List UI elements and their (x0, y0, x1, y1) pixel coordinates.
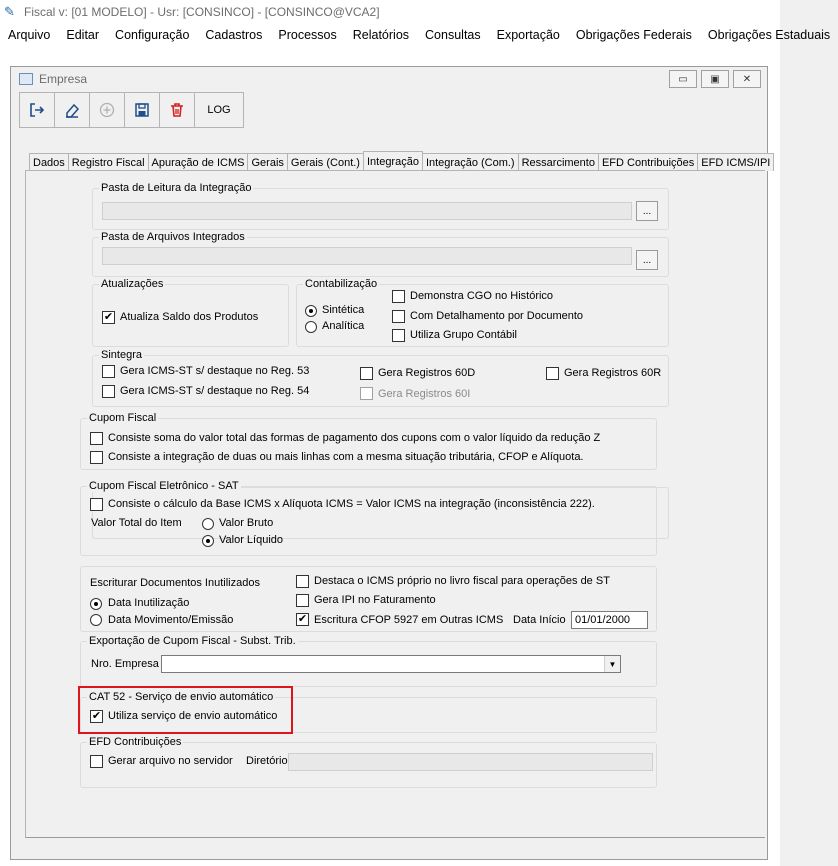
plus-circle-icon (98, 101, 116, 119)
atualiza-saldo-checkbox[interactable]: ✔ (103, 311, 114, 323)
valor-bruto-label: Valor Bruto (219, 517, 274, 529)
tab-dados[interactable]: Dados (29, 153, 69, 171)
escritura-cfop-label: Escritura CFOP 5927 em Outras ICMS (314, 614, 504, 626)
data-movimento-radio[interactable] (90, 614, 102, 626)
pasta-leitura-title: Pasta de Leitura da Integração (101, 182, 252, 194)
reg53-checkbox[interactable] (102, 365, 115, 378)
menu-cadastros[interactable]: Cadastros (205, 28, 263, 42)
clear-button[interactable] (55, 93, 90, 127)
app-title: Fiscal v: [01 MODELO] - Usr: [CONSINCO] - [CONSINCO@VCA2] (24, 5, 380, 19)
reg60d-label: Gera Registros 60D (378, 367, 476, 379)
demonstra-cgo-label: Demonstra CGO no Histórico (410, 290, 554, 302)
consiste-integracao-label: Consiste a integração de duas ou mais linhas com a mesma situação tributária, CFOP e Alíquota. (108, 451, 584, 463)
app-titlebar (0, 0, 780, 24)
tab-gerais-cont[interactable]: Gerais (Cont.) (287, 153, 364, 171)
analitica-label: Analítica (322, 320, 365, 332)
utiliza-envio-label: Utiliza serviço de envio automático (108, 710, 278, 722)
grupo-contabil-checkbox[interactable] (392, 329, 405, 342)
save-button[interactable] (125, 93, 160, 127)
data-inicio-label: Data Início (513, 614, 566, 626)
menu-obrigacoes-estaduais[interactable]: Obrigações Estaduais (707, 28, 831, 42)
window-titlebar (11, 67, 767, 91)
menu-relatorios[interactable]: Relatórios (352, 28, 410, 42)
cupom-sat-panel (80, 480, 657, 556)
chevron-down-icon[interactable]: ▼ (604, 656, 620, 672)
gera-ipi-checkbox[interactable] (296, 594, 309, 607)
pasta-leitura-browse-button[interactable]: ... (636, 201, 658, 221)
consiste-soma-checkbox[interactable] (90, 432, 103, 445)
pasta-integrados-browse-button[interactable]: ... (636, 250, 658, 270)
atualiza-saldo-label: Atualiza Saldo dos Produtos (120, 311, 259, 323)
tab-gerais[interactable]: Gerais (247, 153, 287, 171)
atualizacoes-title: Atualizações (101, 278, 164, 290)
sintegra-title: Sintegra (101, 349, 142, 361)
valor-bruto-radio[interactable] (202, 518, 214, 530)
sintegra-group (92, 349, 669, 407)
reg53-label: Gera ICMS-ST s/ destaque no Reg. 53 (120, 365, 310, 377)
exportacao-cupom-panel (80, 635, 657, 687)
pasta-leitura-group (92, 182, 669, 230)
toolbar (19, 92, 244, 128)
cupom-fiscal-panel (80, 412, 657, 470)
reg60i-label: Gera Registros 60I (378, 388, 471, 400)
inutilizados-title: Escriturar Documentos Inutilizados (90, 577, 260, 589)
cat52-panel (80, 691, 657, 733)
menu-configuracao[interactable]: Configuração (115, 28, 190, 42)
data-inutilizacao-label: Data Inutilização (108, 597, 190, 609)
tab-integracao-com[interactable]: Integração (Com.) (422, 153, 519, 171)
destaca-icms-label: Destaca o ICMS próprio no livro fiscal para operações de ST (314, 575, 610, 587)
reg54-checkbox[interactable] (102, 385, 115, 398)
gerar-arquivo-checkbox[interactable] (90, 755, 103, 768)
consiste-integracao-checkbox[interactable] (90, 451, 103, 464)
valor-total-label: Valor Total do Item (91, 517, 182, 529)
grupo-contabil-label: Utiliza Grupo Contábil (410, 329, 517, 341)
data-inicio-input[interactable]: 01/01/2000 (571, 611, 648, 629)
gerar-arquivo-label: Gerar arquivo no servidor (108, 755, 233, 767)
minimize-button[interactable]: ▭ (669, 70, 697, 88)
tab-registro-fiscal[interactable]: Registro Fiscal (68, 153, 149, 171)
sintetica-label: Sintética (322, 304, 365, 316)
diretorio-input[interactable] (288, 753, 653, 771)
menu-editar[interactable]: Editar (66, 28, 100, 42)
cupom-fiscal-title: Cupom Fiscal (89, 412, 157, 424)
atualizacoes-group (92, 278, 289, 347)
cat52-title: CAT 52 - Serviço de envio automático (89, 691, 274, 703)
sintetica-radio[interactable] (305, 305, 317, 317)
reg60r-checkbox[interactable] (546, 367, 559, 380)
menu-arquivo[interactable]: Arquivo (8, 28, 51, 42)
consiste-calculo-label: Consiste o cálculo da Base ICMS x Alíquota ICMS = Valor ICMS na integração (inconsistência 222). (108, 498, 595, 510)
menu-processos[interactable]: Processos (278, 28, 337, 42)
destaca-icms-checkbox[interactable] (296, 575, 309, 588)
tab-apuracao-icms[interactable]: Apuração de ICMS (148, 153, 249, 171)
delete-button[interactable] (160, 93, 195, 127)
trash-icon (168, 101, 186, 119)
reg60i-checkbox[interactable] (360, 387, 373, 400)
valor-liquido-label: Valor Líquido (219, 534, 284, 546)
consiste-soma-label: Consiste soma do valor total das formas de pagamento dos cupons com o valor líquido da redução Z (108, 432, 601, 444)
utiliza-envio-checkbox[interactable]: ✔ (91, 710, 102, 722)
analitica-radio[interactable] (305, 321, 317, 333)
log-button[interactable]: LOG (207, 104, 231, 116)
tab-efd-icms-ipi[interactable]: EFD ICMS/IPI (697, 153, 774, 171)
menu-consultas[interactable]: Consultas (425, 28, 481, 42)
window-title: Empresa (39, 72, 88, 86)
pasta-integrados-input[interactable] (102, 247, 632, 265)
pasta-leitura-input[interactable] (102, 202, 632, 220)
menu-obrigacoes-federais[interactable]: Obrigações Federais (575, 28, 692, 42)
cupom-sat-title: Cupom Fiscal Eletrônico - SAT (89, 480, 239, 492)
contabilizacao-title: Contabilização (305, 278, 378, 290)
gera-ipi-label: Gera IPI no Faturamento (314, 594, 436, 606)
tab-efd-contribuicoes[interactable]: EFD Contribuições (598, 153, 698, 171)
tab-integracao[interactable]: Integração (363, 151, 423, 171)
detalhamento-label: Com Detalhamento por Documento (410, 310, 584, 322)
eraser-icon (63, 101, 81, 119)
menu-exportacao[interactable]: Exportação (496, 28, 560, 42)
reg60d-checkbox[interactable] (360, 367, 373, 380)
restore-button[interactable]: ▣ (701, 70, 729, 88)
inutilizados-panel (80, 566, 657, 632)
tab-ressarcimento[interactable]: Ressarcimento (518, 153, 599, 171)
exportacao-cupom-title: Exportação de Cupom Fiscal - Subst. Trib. (89, 635, 296, 647)
data-movimento-label: Data Movimento/Emissão (108, 614, 234, 626)
tab-strip (29, 151, 773, 171)
save-icon (133, 101, 151, 119)
exit-icon (28, 101, 46, 119)
contabilizacao-group (296, 278, 669, 347)
efd-panel (80, 736, 657, 788)
nro-empresa-select[interactable] (161, 655, 621, 673)
app-pen-icon: ✎ (4, 4, 15, 19)
demonstra-cgo-checkbox[interactable] (392, 290, 405, 303)
reg60r-label: Gera Registros 60R (564, 367, 662, 379)
close-button[interactable]: ✕ (733, 70, 761, 88)
add-button[interactable] (90, 93, 125, 127)
pasta-integrados-group (92, 231, 669, 277)
data-inutilizacao-radio[interactable] (90, 598, 102, 610)
consiste-calculo-checkbox[interactable] (90, 498, 103, 511)
detalhamento-checkbox[interactable] (392, 310, 405, 323)
pasta-integrados-title: Pasta de Arquivos Integrados (101, 231, 245, 243)
valor-liquido-radio[interactable] (202, 535, 214, 547)
exit-button[interactable] (20, 93, 55, 127)
diretorio-label: Diretório (246, 755, 288, 767)
nro-empresa-label: Nro. Empresa (91, 658, 159, 670)
window-form-icon (19, 73, 33, 85)
reg54-label: Gera ICMS-ST s/ destaque no Reg. 54 (120, 385, 310, 397)
efd-title: EFD Contribuições (89, 736, 182, 748)
escritura-cfop-checkbox[interactable]: ✔ (297, 613, 308, 625)
menu-bar (0, 24, 831, 46)
